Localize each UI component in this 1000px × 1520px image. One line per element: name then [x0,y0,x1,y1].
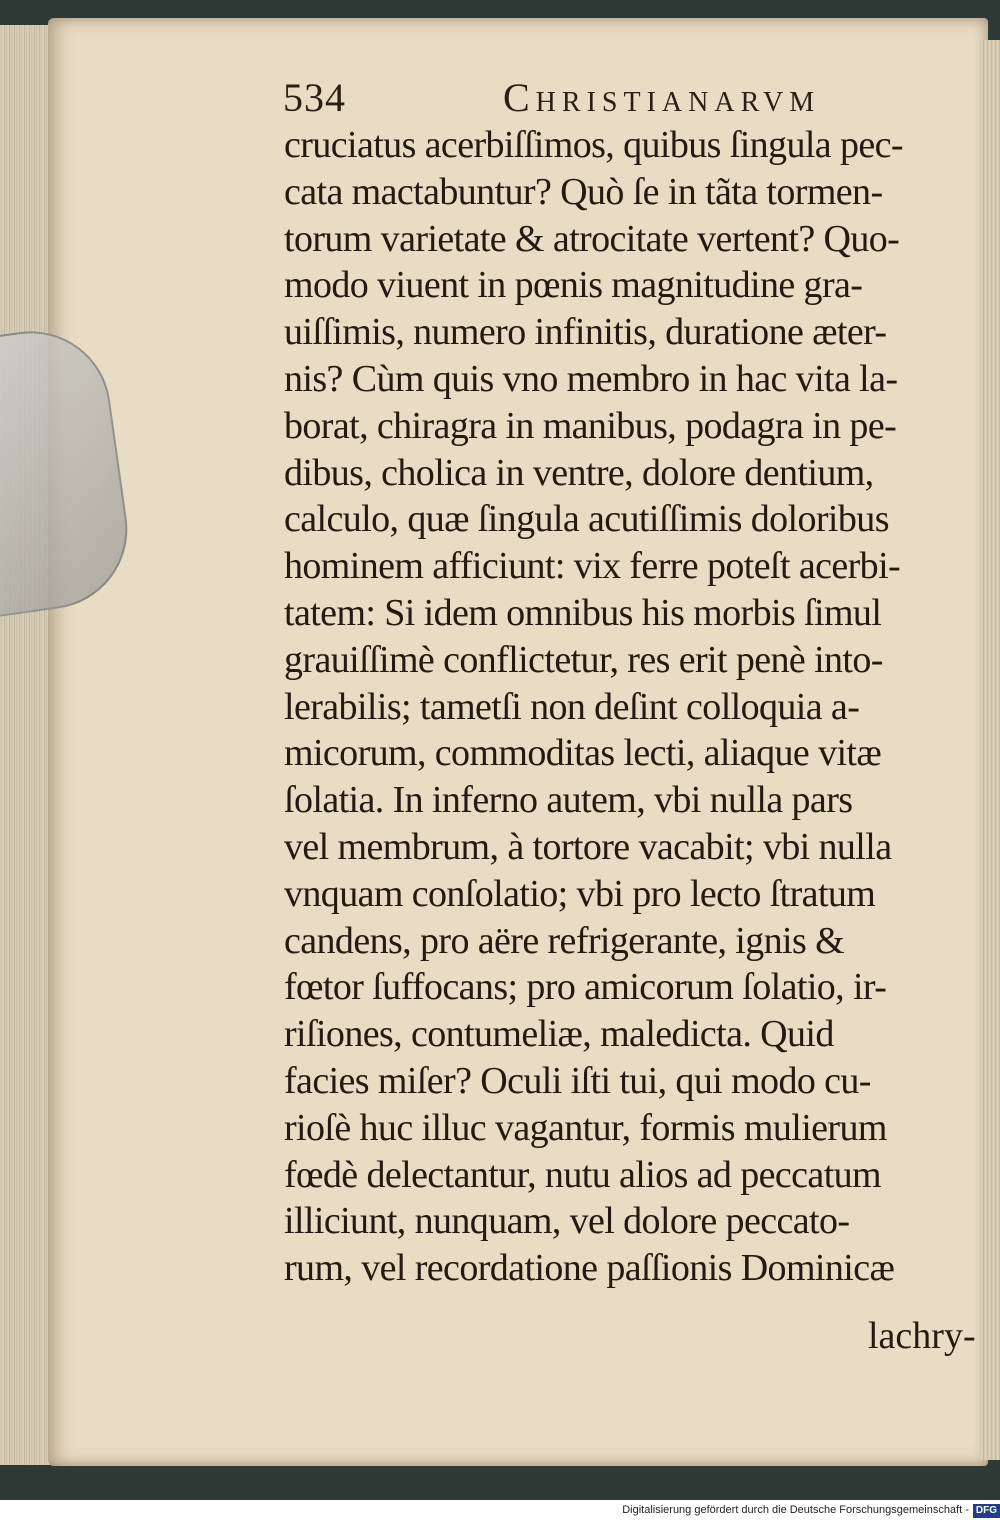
page-number: 534 [283,75,346,120]
running-title: Christianarvm [503,75,821,120]
text-line: riſiones, contumeliæ, maledicta. Quid [284,1013,834,1056]
text-line: dibus, cholica in ventre, dolore dentium, [284,451,874,494]
text-line: facies miſer? Oculi iſti tui, qui modo cu- [284,1059,871,1102]
text-line: borat, chiragra in manibus, podagra in pe- [284,404,897,447]
text-line: ſolatia. In inferno autem, vbi nulla pars [284,779,853,822]
text-line: hominem afficiunt: vix ferre poteſt acerbi- [284,545,901,588]
page-stack-left [0,25,55,1465]
text-line: calculo, quæ ſingula acutiſſimis doloribus [284,498,889,541]
text-line: cata mactabuntur? Quò ſe in tãta tormen- [284,170,883,213]
text-line: vnquam conſolatio; vbi pro lecto ſtratum [284,872,876,915]
text-line: vel membrum, à tortore vacabit; vbi nulla [284,825,892,868]
text-line: candens, pro aëre refrigerante, ignis & [284,919,845,962]
text-line: rioſè huc illuc vagantur, formis mulierum [284,1106,887,1149]
text-line: modo viuent in pœnis magnitudine gra- [284,264,863,307]
text-line: grauiſſimè conflictetur, res erit penè into- [284,638,883,681]
text-line: lerabilis; tametſi non deſint colloquia a- [284,685,860,728]
page-header [283,74,883,124]
dfg-logo: DFG [973,1504,1000,1518]
text-line: fœdè delectantur, nutu alios ad peccatum [284,1153,882,1196]
credit-text: Digitalisierung gefördert durch die Deutsche Forschungsgemeinschaft - [622,1504,969,1516]
text-line: rum, vel recordatione paſſionis Dominicæ [284,1247,895,1290]
text-line: nis? Cùm quis vno membro in hac vita la- [284,357,898,400]
digitization-credit [600,1500,1000,1520]
text-line: fœtor ſuffocans; pro amicorum ſolatio, ir- [284,966,887,1009]
text-line: cruciatus acerbiſſimos, quibus ſingula pec- [284,124,903,166]
page-edge-right [980,40,1000,1460]
text-line: illiciunt, nunquam, vel dolore peccato- [284,1200,850,1243]
catchword: lachry- [868,1315,976,1357]
text-line: tatem: Si idem omnibus his morbis ſimul [284,591,882,634]
text-line: micorum, commoditas lecti, aliaque vitæ [284,732,882,775]
body-text [284,122,974,1292]
text-line: uiſſimis, numero infinitis, duratione æter- [284,311,887,354]
text-line: torum varietate & atrocitate vertent? Quo- [284,217,900,260]
